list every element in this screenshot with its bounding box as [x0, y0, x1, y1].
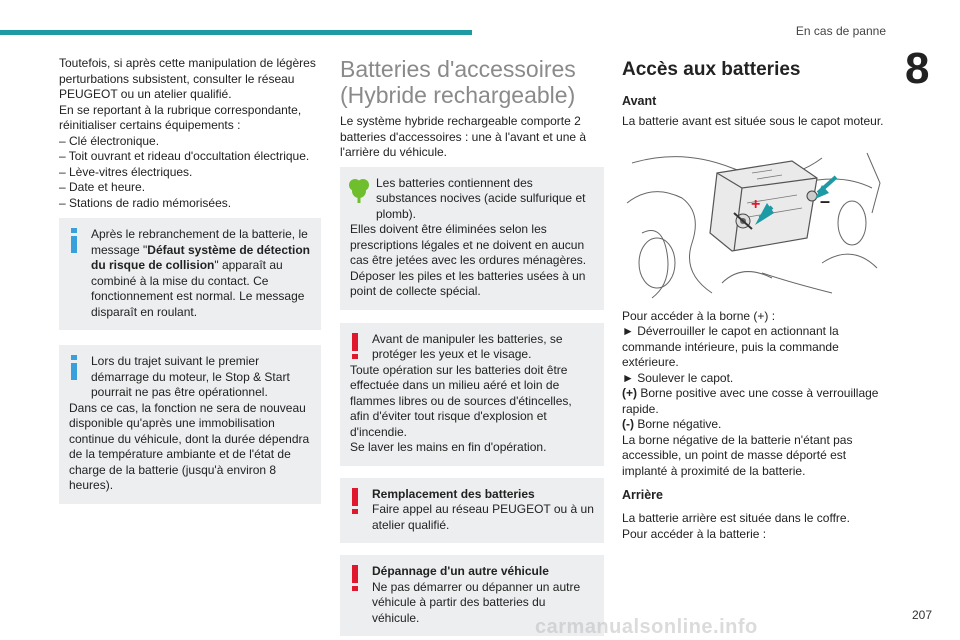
exclamation-icon — [350, 333, 368, 359]
engine-battery-illustration — [622, 143, 884, 303]
list-item: – Lève-vitres électriques. — [59, 164, 193, 179]
list-item: – Stations de radio mémorisées. — [59, 195, 232, 210]
warning-note-replacement — [340, 478, 604, 544]
minus-terminal-symbol: – — [820, 190, 831, 211]
note-text: Après le rebranchement de la batterie, le message " — [91, 227, 308, 257]
note-text: Faire appel au réseau PEUGEOT ou à un atelier qualifié. — [372, 502, 594, 532]
rear-text: La batterie arrière est située dans le coffre. — [622, 511, 850, 525]
list-item: – Date et heure. — [59, 180, 146, 194]
section-heading: Accès aux batteries — [622, 59, 801, 80]
info-icon — [69, 355, 87, 381]
environment-note — [340, 167, 604, 310]
column-middle — [340, 56, 604, 636]
step-item: ► Soulever le capot. — [622, 370, 734, 385]
page-number: 207 — [912, 608, 933, 622]
intro-line: perturbations subsistent, consulter le réseau — [59, 71, 295, 86]
note-text: Se laver les mains en fin d'opération. — [350, 440, 547, 454]
note-text: Avant de manipuler les batteries, se protéger les yeux et le visage. — [372, 331, 563, 361]
note-title: Dépannage d'un autre véhicule — [372, 564, 549, 578]
intro-line: Toutefois, si après cette manipulation de légères — [59, 56, 316, 70]
note-text: Elles doivent être éliminées selon les prescriptions légales et ne doivent en aucun cas être jetées avec les ordures ménagères. — [350, 222, 587, 267]
step-item: ► Déverrouiller le capot en actionnant la commande intérieure, puis la commande extérieure. — [622, 324, 839, 369]
note-text: Toute opération sur les batteries doit être effectuée dans un milieu aéré et loin de flammes libres ou de sources d'étincelles, afin d'éviter tout risque d'explosion et d'incendie. — [350, 362, 572, 439]
note-text: Dans ce cas, la fonction ne sera de nouveau disponible qu'après une immobilisation continue du véhicule, dont la durée dépendra de la température ambiante et de l'état de charge de la batterie (jusqu'à environ 8 heures). — [69, 400, 310, 492]
note-text: Déposer les piles et les batteries usées à un point de collecte spécial. — [350, 268, 586, 298]
list-item: – Clé électronique. — [59, 133, 160, 148]
note-text: Lors du trajet suivant le premier démarrage du moteur, le Stop & Start pourrait ne pas être opérationnel. — [91, 354, 290, 399]
minus-terminal-label: (-) — [622, 417, 634, 431]
minus-terminal-description: (-) Borne négative. — [622, 417, 722, 431]
column-right — [622, 56, 884, 542]
plus-terminal-description: (+) Borne positive avec une cosse à verrouillage rapide. — [622, 386, 879, 416]
intro-line: PEUGEOT ou un atelier qualifié. — [59, 87, 232, 101]
note-text: " apparaît au combiné à la mise du contact. Ce fonctionnement est normal. Le message disparaît en roulant. — [91, 258, 305, 319]
recycle-tree-icon — [348, 177, 370, 203]
subheading-rear: Arrière — [622, 488, 663, 502]
subheading-front: Avant — [622, 94, 657, 108]
note-bold-text: Défaut système de détection du risque de collision — [91, 242, 311, 272]
intro-line: réinitialiser certains équipements : — [59, 118, 241, 132]
intro-line: En se reportant à la rubrique correspondante, — [59, 102, 302, 117]
info-note-collision — [59, 218, 321, 330]
section-heading: (Hybride rechargeable) — [340, 82, 576, 108]
plus-terminal-label: (+) — [622, 386, 637, 400]
column-left — [59, 56, 321, 504]
section-title: En cas de panne — [795, 24, 886, 38]
ground-point-text: La borne négative de la batterie n'étant pas accessible, un point de masse déporté est implanté à proximité de la batterie. — [622, 432, 853, 478]
plus-terminal-symbol: + — [751, 195, 761, 213]
chapter-number: 8 — [905, 44, 930, 93]
info-icon — [69, 228, 87, 254]
rear-text: Pour accéder à la batterie : — [622, 526, 767, 541]
list-item: – Toit ouvrant et rideau d'occultation électrique. — [59, 149, 310, 163]
note-text: Les batteries contiennent des substances nocives (acide sulfurique et plomb). — [376, 175, 586, 221]
header-accent-bar — [0, 30, 472, 35]
front-text: La batterie avant est située sous le capot moteur. — [622, 114, 884, 128]
note-title: Remplacement des batteries — [372, 486, 535, 501]
info-note-stop-start — [59, 345, 321, 504]
note-text: Ne pas démarrer ou dépanner un autre véhicule à partir des batteries du véhicule. — [372, 579, 581, 625]
exclamation-icon — [350, 565, 368, 591]
watermark: carmanualsonline.info — [535, 616, 758, 638]
intro-text: Le système hybride rechargeable comporte 2 batteries d'accessoires : une à l'avant et une à l'arrière du véhicule. — [340, 114, 587, 159]
section-heading: Batteries d'accessoires — [340, 56, 576, 82]
steps-intro: Pour accéder à la borne (+) : — [622, 308, 776, 323]
warning-note-protection — [340, 323, 604, 466]
exclamation-icon — [350, 488, 368, 514]
